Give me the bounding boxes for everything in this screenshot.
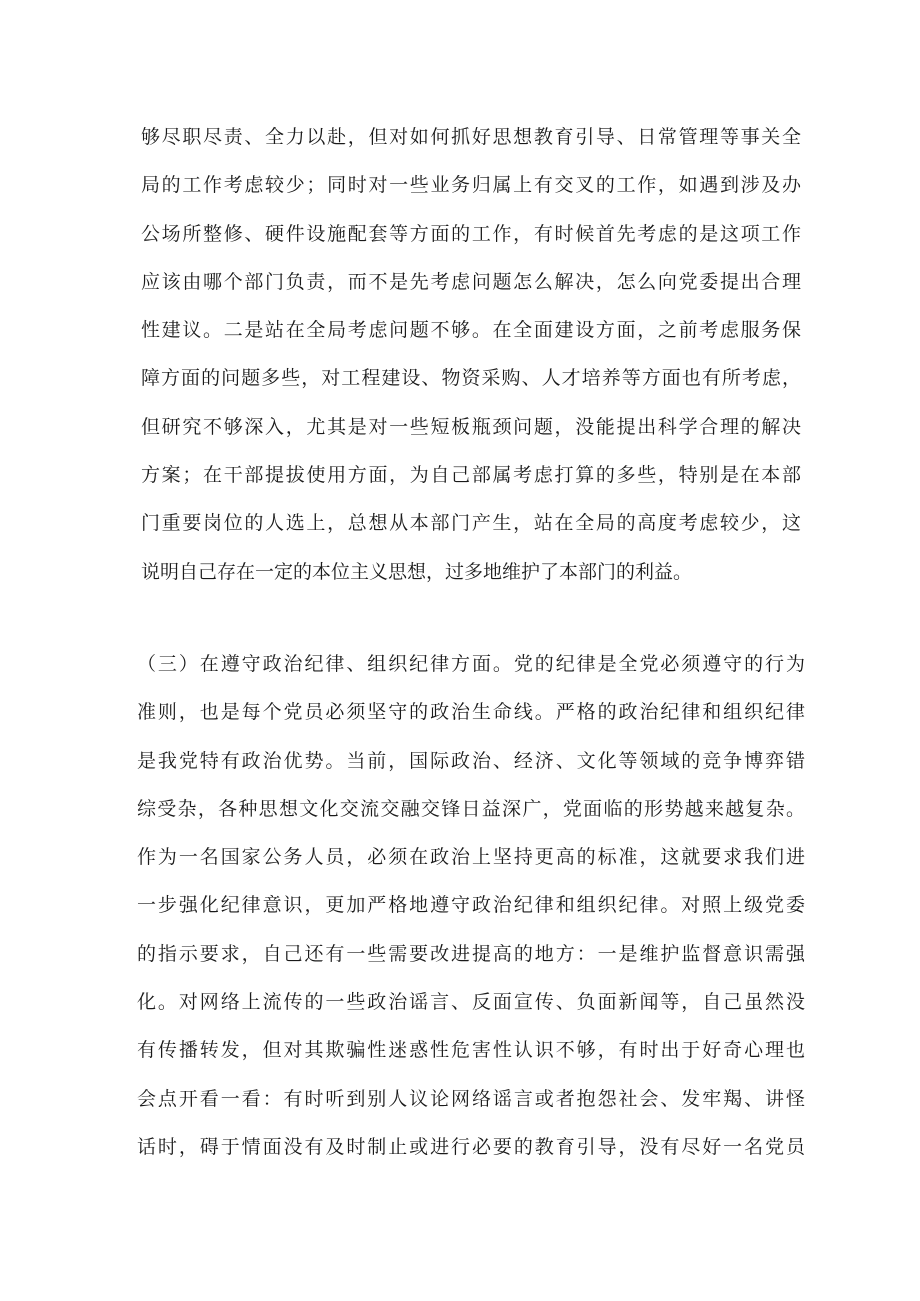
text-line: 门重要岗位的人选上，总想从本部门产生，站在全局的高度考虑较少，这 [141, 512, 801, 535]
text-line: 的指示要求，自己还有一些需要改进提高的地方：一是维护监督意识需强 [137, 942, 805, 965]
text-line: 但研究不够深入，尤其是对一些短板瓶颈问题，没能提出科学合理的解决 [141, 415, 801, 438]
text-line: 公场所整修、硬件设施配套等方面的工作，有时候首先考虑的是这项工作 [141, 222, 801, 245]
text-line: 有传播转发，但对其欺骗性迷惑性危害性认识不够，有时出于好奇心理也 [137, 1039, 805, 1062]
text-line: 会点开看一看：有时听到别人议论网络谣言或者抱怨社会、发牢羯、讲怪 [137, 1087, 805, 1110]
paragraph-1 [141, 113, 801, 596]
text-line: 性建议。二是站在全局考虑问题不够。在全面建设方面，之前考虑服务保 [141, 319, 801, 342]
text-line: 够尽职尽责、全力以赴，但对如何抓好思想教育引导、日常管理等事关全 [141, 126, 801, 148]
text-line: 作为一名国家公务人员，必须在政治上坚持更高的标准，这就要求我们进 [137, 846, 805, 869]
text-line: 障方面的问题多些，对工程建设、物资采购、人才培养等方面也有所考虑， [141, 367, 801, 390]
text-line: 化。对网络上流传的一些政治谣言、反面宣传、负面新闻等，自己虽然没 [137, 991, 805, 1014]
text-line: （三）在遵守政治纪律、组织纪律方面。党的纪律是全党必须遵守的行为 [137, 653, 805, 675]
text-line: 说明自己存在一定的本位主义思想，过多地维护了本部门的利益。 [141, 560, 693, 583]
text-line: 话时，碍于情面没有及时制止或进行必要的教育引导，没有尽好一名党员 [137, 1135, 805, 1158]
paragraph-2 [137, 640, 805, 1171]
text-line: 一步强化纪律意识，更加严格地遵守政治纪律和组织纪律。对照上级党委 [137, 894, 805, 917]
text-line: 局的工作考虑较少；同时对一些业务归属上有交叉的工作，如遇到涉及办 [141, 174, 801, 197]
text-line: 方案；在干部提拔使用方面，为自己部属考虑打算的多些，特别是在本部 [141, 464, 801, 487]
text-line: 准则，也是每个党员必须坚守的政治生命线。严格的政治纪律和组织纪律 [137, 701, 805, 724]
text-line: 应该由哪个部门负责，而不是先考虑问题怎么解决，怎么向党委提出合理 [141, 270, 801, 293]
text-line: 综受杂，各种思想文化交流交融交锋日益深广，党面临的形势越来越复杂。 [137, 797, 805, 820]
text-line: 是我党特有政治优势。当前，国际政治、经济、文化等领域的竞争博弈错 [137, 749, 805, 772]
